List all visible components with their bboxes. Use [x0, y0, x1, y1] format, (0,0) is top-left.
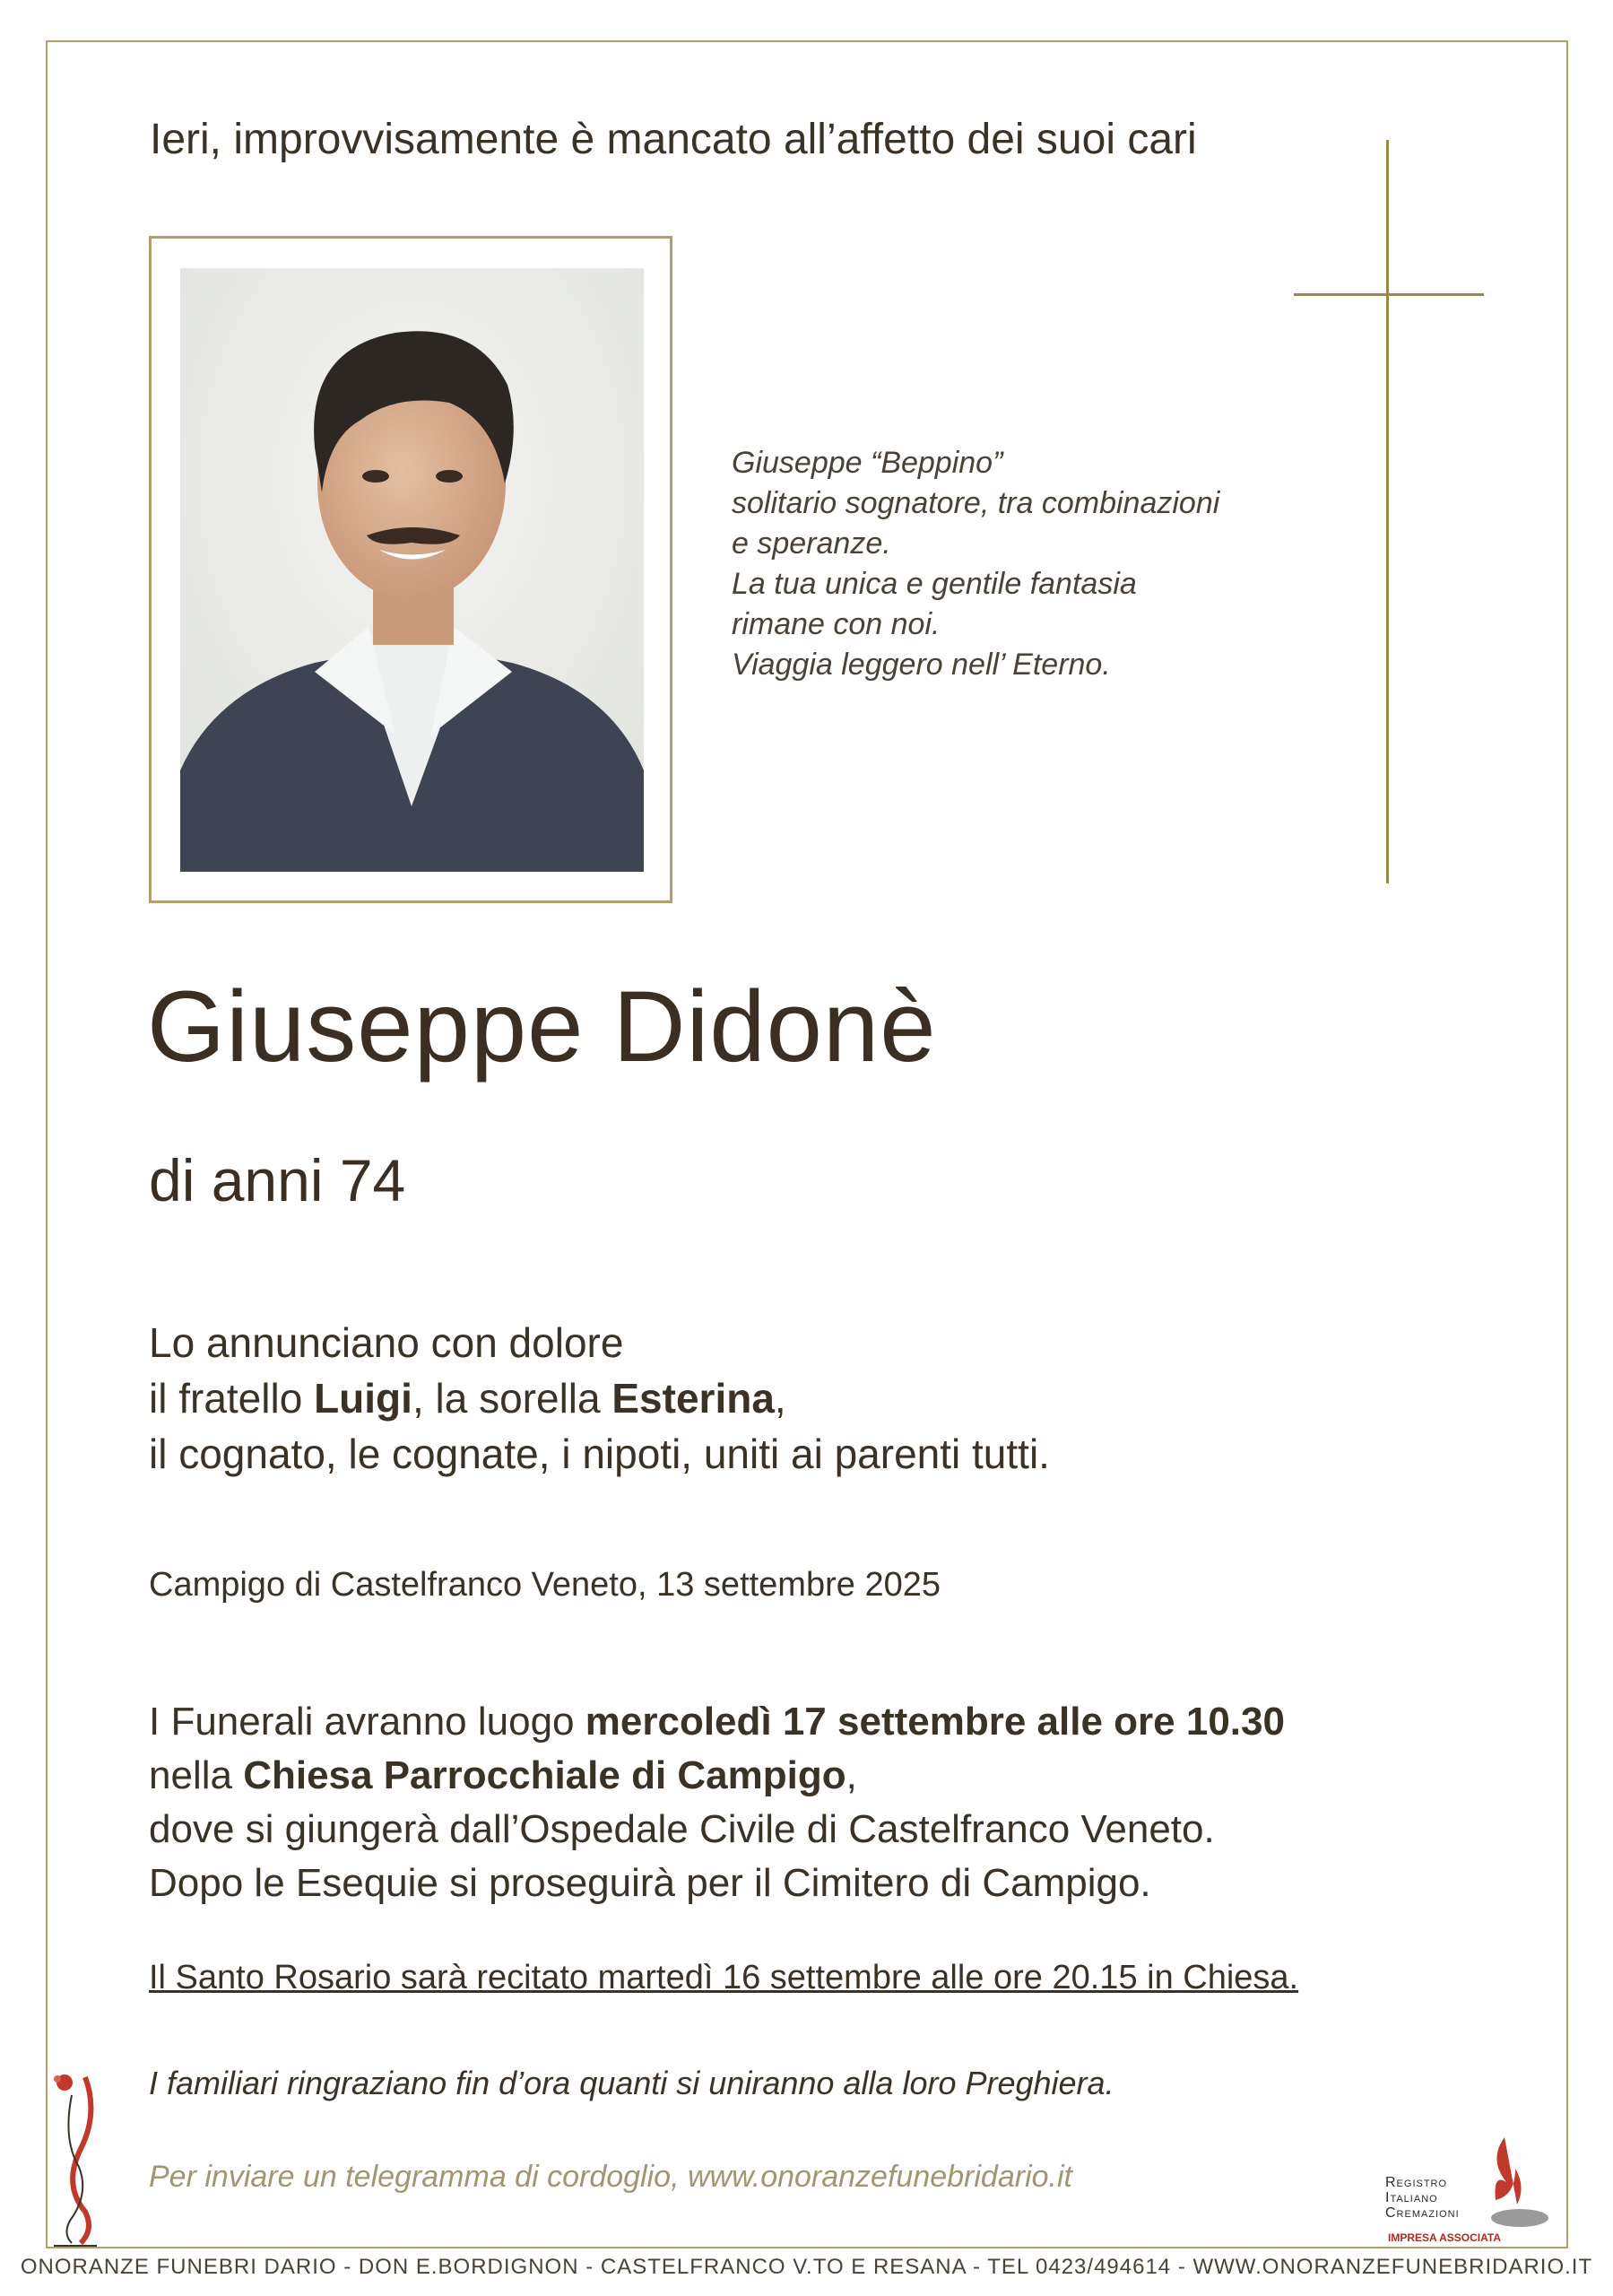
poem-line: solitario sognatore, tra combinazioni	[732, 486, 1220, 520]
cross-vertical	[1386, 140, 1389, 883]
announce-line: Lo annunciano con dolore	[149, 1319, 624, 1366]
funeral-line: dove si giungerà dall’Ospedale Civile di Castelfranco Veneto.	[149, 1807, 1215, 1851]
telegram-note: Per inviare un telegramma di cordoglio, www.onoranzefunebridario.it	[149, 2160, 1072, 2194]
announce-line: il cognato, le cognate, i nipoti, uniti ai parenti tutti.	[149, 1431, 1050, 1477]
portrait-photo	[180, 268, 644, 872]
funeral-line	[149, 1695, 1285, 1749]
footer-contact: ONORANZE FUNEBRI DARIO - DON E.BORDIGNON - CASTELFRANCO V.TO E RESANA - TEL 0423/494614 - WWW.ONORANZEFUNEBRIDARIO.IT	[20, 2255, 1593, 2279]
announcement	[149, 1315, 1050, 1482]
place-date: Campigo di Castelfranco Veneto, 13 settembre 2025	[149, 1566, 941, 1604]
poem-line: Giuseppe “Beppino”	[732, 446, 1003, 480]
poem-line: e speranze.	[732, 526, 891, 561]
funeral-line: Dopo le Esequie si proseguirà per il Cimitero di Campigo.	[149, 1861, 1151, 1905]
text-span: nella	[149, 1753, 244, 1797]
sister-name: Esterina	[611, 1375, 775, 1422]
ric-line: Cremazioni	[1385, 2205, 1460, 2221]
funeral-info	[149, 1695, 1285, 1910]
poem-text	[732, 443, 1219, 685]
poem-line: rimane con noi.	[732, 607, 941, 641]
brother-name: Luigi	[314, 1375, 412, 1422]
deceased-age: di anni 74	[149, 1147, 406, 1213]
text-span: I Funerali avranno luogo	[149, 1700, 585, 1744]
poem-line: La tua unica e gentile fantasia	[732, 567, 1137, 601]
text-span: ,	[846, 1753, 857, 1797]
text-span: il fratello	[149, 1375, 315, 1422]
church-name: Chiesa Parrocchiale di Campigo	[243, 1753, 846, 1797]
ric-line: Italiano	[1385, 2190, 1438, 2205]
thanks-text: I familiari ringraziano fin d’ora quanti si uniranno alla loro Preghiera.	[149, 2065, 1114, 2101]
ric-logo-text	[1385, 2175, 1460, 2221]
ric-line: Registro	[1385, 2175, 1448, 2190]
rose-logo-icon	[45, 2059, 108, 2249]
poem-line: Viaggia leggero nell’ Eterno.	[732, 648, 1111, 682]
cross-horizontal	[1294, 293, 1484, 296]
deceased-name: Giuseppe Didonè	[147, 970, 937, 1083]
intro-text: Ieri, improvvisamente è mancato all’affetto dei suoi cari	[150, 116, 1197, 163]
ric-sub-label: IMPRESA ASSOCIATA	[1388, 2231, 1502, 2244]
funeral-datetime: mercoledì 17 settembre alle ore 10.30	[585, 1700, 1285, 1744]
announce-line	[149, 1370, 1050, 1426]
rosary-notice: Il Santo Rosario sarà recitato martedì 16 settembre alle ore 20.15 in Chiesa.	[149, 1959, 1299, 1996]
text-span: , la sorella	[412, 1375, 612, 1422]
funeral-line	[149, 1749, 1285, 1803]
text-span: ,	[774, 1375, 786, 1422]
